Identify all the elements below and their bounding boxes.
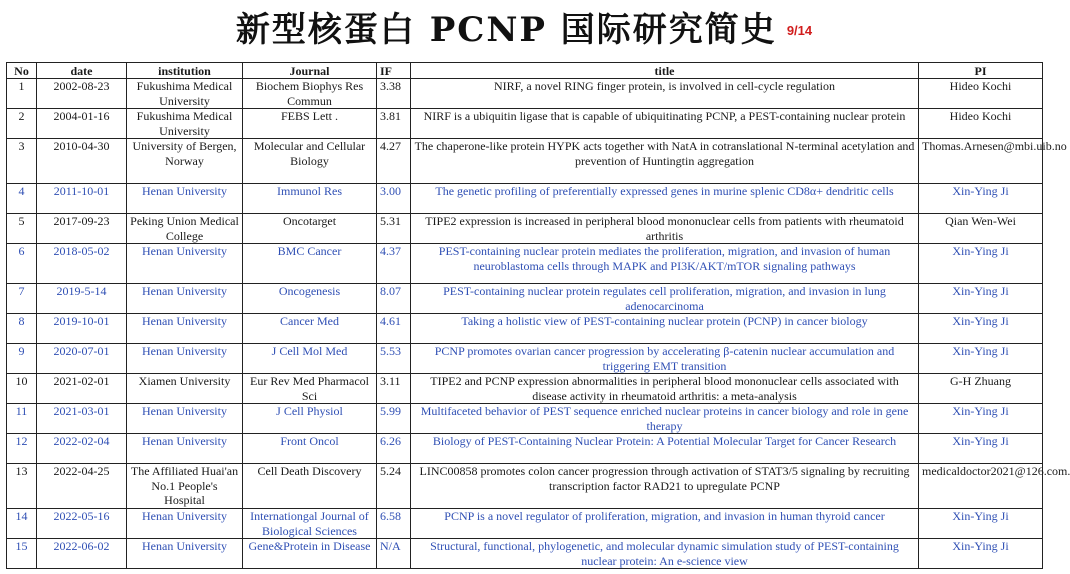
cell-journal: J Cell Physiol <box>243 404 377 434</box>
cell-journal: Gene&Protein in Disease <box>243 539 377 569</box>
cell-title: Structural, functional, phylogenetic, and molecular dynamic simulation study of PEST-containing nuclear protein: An e-science view <box>411 539 919 569</box>
table-row <box>7 244 1043 284</box>
cell-institution: Henan University <box>127 344 243 374</box>
cell-journal: Molecular and Cellular Biology <box>243 139 377 184</box>
column-header-institution: institution <box>127 63 243 79</box>
cell-no: 6 <box>7 244 37 284</box>
cell-date: 2021-02-01 <box>37 374 127 404</box>
table-row <box>7 314 1043 344</box>
table-row <box>7 214 1043 244</box>
cell-pi: Hideo Kochi <box>919 79 1043 109</box>
cell-institution: Peking Union Medical College <box>127 214 243 244</box>
column-header-journal: Journal <box>243 63 377 79</box>
cell-no: 3 <box>7 139 37 184</box>
cell-journal: Cancer Med <box>243 314 377 344</box>
cell-date: 2004-01-16 <box>37 109 127 139</box>
column-header-date: date <box>37 63 127 79</box>
table-row <box>7 434 1043 464</box>
table-row <box>7 109 1043 139</box>
cell-journal: Biochem Biophys Res Commun <box>243 79 377 109</box>
table-row <box>7 509 1043 539</box>
column-header-if: IF <box>377 63 411 79</box>
cell-journal: Internationgal Journal of Biological Sciences <box>243 509 377 539</box>
cell-journal: Oncotarget <box>243 214 377 244</box>
cell-no: 15 <box>7 539 37 569</box>
cell-date: 2019-5-14 <box>37 284 127 314</box>
cell-impact-factor: 4.37 <box>377 244 411 284</box>
cell-impact-factor: 6.26 <box>377 434 411 464</box>
cell-impact-factor: 3.00 <box>377 184 411 214</box>
cell-no: 14 <box>7 509 37 539</box>
cell-date: 2010-04-30 <box>37 139 127 184</box>
table-row <box>7 539 1043 569</box>
cell-impact-factor: 3.81 <box>377 109 411 139</box>
table-body <box>7 79 1070 569</box>
cell-title: Biology of PEST-Containing Nuclear Protein: A Potential Molecular Target for Cancer Research <box>411 434 919 464</box>
table-row <box>7 344 1043 374</box>
cell-institution: Henan University <box>127 284 243 314</box>
cell-institution: University of Bergen, Norway <box>127 139 243 184</box>
cell-impact-factor: 4.27 <box>377 139 411 184</box>
cell-institution: Fukushima Medical University <box>127 109 243 139</box>
cell-date: 2022-02-04 <box>37 434 127 464</box>
table-row <box>7 284 1043 314</box>
table-row <box>7 404 1043 434</box>
cell-title: The genetic profiling of preferentially expressed genes in murine splenic CD8α+ dendritic cells <box>411 184 919 214</box>
cell-journal: Oncogenesis <box>243 284 377 314</box>
cell-journal: BMC Cancer <box>243 244 377 284</box>
cell-pi: Xin-Ying Ji <box>919 344 1043 374</box>
cell-pi: Xin-Ying Ji <box>919 184 1043 214</box>
cell-no: 13 <box>7 464 37 509</box>
cell-journal: Cell Death Discovery <box>243 464 377 509</box>
cell-no: 1 <box>7 79 37 109</box>
table-row <box>7 374 1043 404</box>
cell-no: 7 <box>7 284 37 314</box>
cell-pi: Thomas.Arnesen@mbi.uib.no <box>919 139 1043 184</box>
cell-no: 8 <box>7 314 37 344</box>
cell-institution: Henan University <box>127 184 243 214</box>
table-row <box>7 139 1043 184</box>
cell-pi: Xin-Ying Ji <box>919 539 1043 569</box>
cell-title: PEST-containing nuclear protein mediates the proliferation, migration, and invasion of human neuroblastoma cells through MAPK and PI3K/AKT/mTOR signaling pathways <box>411 244 919 284</box>
cell-institution: Fukushima Medical University <box>127 79 243 109</box>
table-row <box>7 464 1043 509</box>
cell-date: 2022-06-02 <box>37 539 127 569</box>
page-number: 9/14 <box>786 22 813 38</box>
cell-pi: Hideo Kochi <box>919 109 1043 139</box>
cell-title: The chaperone-like protein HYPK acts together with NatA in cotranslational N-terminal acetylation and prevention of Huntingtin aggregation <box>411 139 919 184</box>
cell-pi: Xin-Ying Ji <box>919 284 1043 314</box>
cell-impact-factor: N/A <box>377 539 411 569</box>
cell-title: TIPE2 expression is increased in peripheral blood mononuclear cells from patients with rheumatoid arthritis <box>411 214 919 244</box>
cell-title: PEST-containing nuclear protein regulates cell proliferation, migration, and invasion in lung adenocarcinoma <box>411 284 919 314</box>
cell-no: 10 <box>7 374 37 404</box>
cell-impact-factor: 5.31 <box>377 214 411 244</box>
cell-impact-factor: 5.99 <box>377 404 411 434</box>
cell-institution: Henan University <box>127 404 243 434</box>
column-header-pi: PI <box>919 63 1043 79</box>
cell-pi: Xin-Ying Ji <box>919 244 1043 284</box>
cell-pi: Xin-Ying Ji <box>919 434 1043 464</box>
cell-date: 2017-09-23 <box>37 214 127 244</box>
cell-impact-factor: 6.58 <box>377 509 411 539</box>
cell-pi: G-H Zhuang <box>919 374 1043 404</box>
cell-institution: Henan University <box>127 539 243 569</box>
cell-title: LINC00858 promotes colon cancer progression through activation of STAT3/5 signaling by recruiting transcription factor RAD21 to upregulate PCNP <box>411 464 919 509</box>
cell-institution: Henan University <box>127 244 243 284</box>
cell-date: 2011-10-01 <box>37 184 127 214</box>
slide-header <box>0 2 1048 58</box>
cell-journal: Eur Rev Med Pharmacol Sci <box>243 374 377 404</box>
cell-date: 2018-05-02 <box>37 244 127 284</box>
cell-title: TIPE2 and PCNP expression abnormalities in peripheral blood mononuclear cells associated with disease activity in rheumatoid arthritis: a meta-analysis <box>411 374 919 404</box>
table-row <box>7 79 1043 109</box>
cell-institution: Henan University <box>127 314 243 344</box>
cell-impact-factor: 8.07 <box>377 284 411 314</box>
cell-title: NIRF is a ubiquitin ligase that is capable of ubiquitinating PCNP, a PEST-containing nuclear protein <box>411 109 919 139</box>
slide-title: 新型核蛋白 PCNP 国际研究简史 <box>235 10 777 50</box>
cell-pi: Xin-Ying Ji <box>919 314 1043 344</box>
cell-impact-factor: 3.38 <box>377 79 411 109</box>
cell-pi: Qian Wen-Wei <box>919 214 1043 244</box>
cell-institution: The Affiliated Huai'an No.1 People's Hospital <box>127 464 243 509</box>
research-history-table <box>6 62 1070 569</box>
cell-date: 2019-10-01 <box>37 314 127 344</box>
cell-impact-factor: 5.53 <box>377 344 411 374</box>
column-header-title: title <box>411 63 919 79</box>
cell-no: 5 <box>7 214 37 244</box>
cell-institution: Henan University <box>127 434 243 464</box>
cell-date: 2020-07-01 <box>37 344 127 374</box>
cell-title: Taking a holistic view of PEST-containing nuclear protein (PCNP) in cancer biology <box>411 314 919 344</box>
cell-journal: Front Oncol <box>243 434 377 464</box>
cell-title: PCNP promotes ovarian cancer progression by accelerating β-catenin nuclear accumulation and triggering EMT transition <box>411 344 919 374</box>
cell-pi: medicaldoctor2021@126.com. <box>919 464 1043 509</box>
cell-institution: Xiamen University <box>127 374 243 404</box>
cell-no: 12 <box>7 434 37 464</box>
cell-impact-factor: 3.11 <box>377 374 411 404</box>
cell-impact-factor: 4.61 <box>377 314 411 344</box>
cell-pi: Xin-Ying Ji <box>919 404 1043 434</box>
cell-pi: Xin-Ying Ji <box>919 509 1043 539</box>
cell-institution: Henan University <box>127 509 243 539</box>
cell-date: 2022-05-16 <box>37 509 127 539</box>
column-header-no: No <box>7 63 37 79</box>
cell-journal: FEBS Lett . <box>243 109 377 139</box>
cell-journal: Immunol Res <box>243 184 377 214</box>
cell-no: 11 <box>7 404 37 434</box>
cell-no: 2 <box>7 109 37 139</box>
cell-impact-factor: 5.24 <box>377 464 411 509</box>
cell-no: 4 <box>7 184 37 214</box>
table-row <box>7 184 1043 214</box>
cell-title: NIRF, a novel RING finger protein, is involved in cell-cycle regulation <box>411 79 919 109</box>
table-header-row <box>7 63 1043 79</box>
cell-date: 2021-03-01 <box>37 404 127 434</box>
cell-journal: J Cell Mol Med <box>243 344 377 374</box>
cell-title: Multifaceted behavior of PEST sequence enriched nuclear proteins in cancer biology and role in gene therapy <box>411 404 919 434</box>
cell-no: 9 <box>7 344 37 374</box>
cell-date: 2002-08-23 <box>37 79 127 109</box>
cell-title: PCNP is a novel regulator of proliferation, migration, and invasion in human thyroid cancer <box>411 509 919 539</box>
cell-date: 2022-04-25 <box>37 464 127 509</box>
